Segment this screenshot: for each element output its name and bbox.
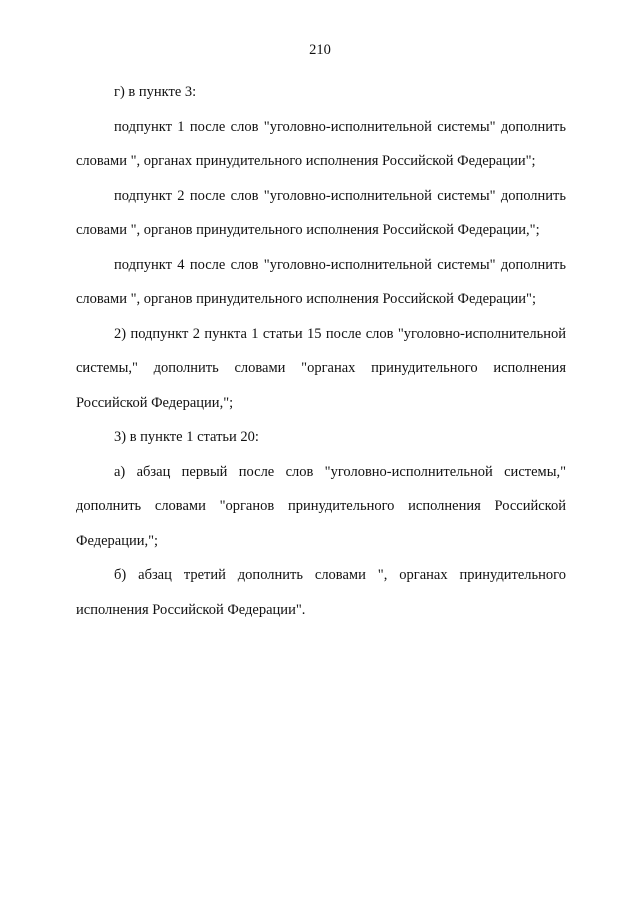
paragraph-item-2: 2) подпункт 2 пункта 1 статьи 15 после слов "уголовно-исполнительной системы," дополнить словами "органах принудительного исполнения Российской Федерации,"; <box>76 325 566 411</box>
paragraph-subitem-a: а) абзац первый после слов "уголовно-исполнительной системы," дополнить словами "органов принудительного исполнения Российской Федерации,"; <box>76 463 566 549</box>
paragraph-subpoint-4: подпункт 4 после слов "уголовно-исполнительной системы" дополнить словами ", органов принудительного исполнения Российской Федерации"; <box>76 256 566 307</box>
page-number: 210 <box>309 42 331 58</box>
paragraph-item-3: 3) в пункте 1 статьи 20: <box>114 429 259 445</box>
document-body <box>76 75 566 627</box>
paragraph-subitem-g: г) в пункте 3: <box>114 84 197 100</box>
paragraph-subpoint-2: подпункт 2 после слов "уголовно-исполнительной системы" дополнить словами ", органов принудительного исполнения Российской Федерации,"; <box>76 187 566 238</box>
paragraph-subitem-b: б) абзац третий дополнить словами ", органах принудительного исполнения Российской Федерации". <box>76 567 566 618</box>
paragraph-subpoint-1: подпункт 1 после слов "уголовно-исполнительной системы" дополнить словами ", органах принудительного исполнения Российской Федерации"; <box>76 118 566 169</box>
